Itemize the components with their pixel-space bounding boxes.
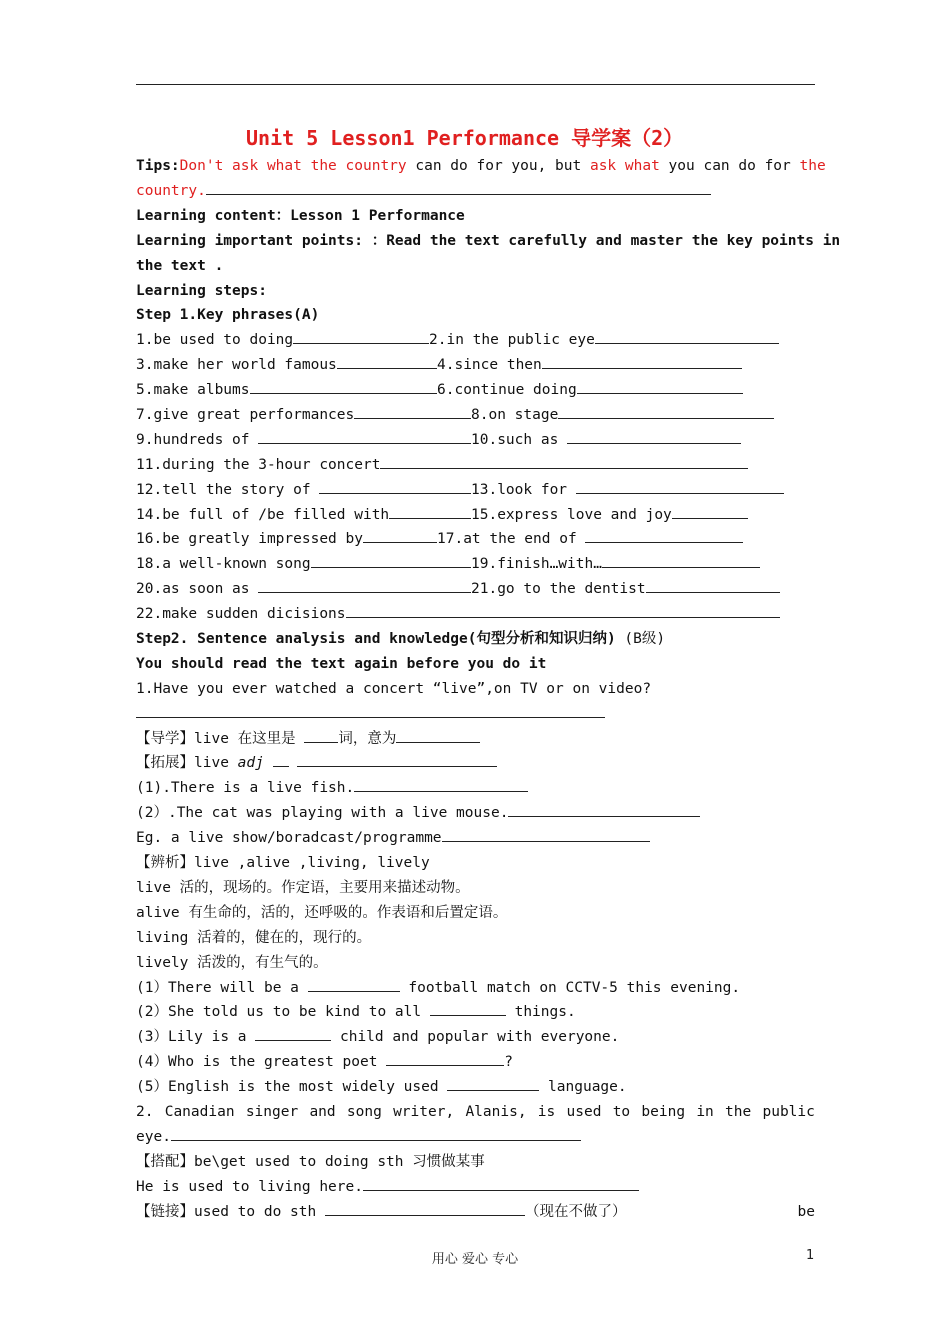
step1-heading: Step 1.Key phrases(A) — [136, 307, 320, 324]
dapei-text: be\get used to doing sth 习惯做某事 — [194, 1153, 485, 1170]
fill-text: (3）Lily is a — [136, 1029, 256, 1046]
living-here-line — [136, 1175, 815, 1200]
phrase-row — [136, 527, 815, 552]
answer-blank[interactable] — [595, 329, 779, 344]
tuozhan-text: live — [194, 755, 238, 772]
phrase-row — [136, 403, 815, 428]
answer-blank[interactable] — [308, 977, 400, 992]
q2-word: being — [641, 1103, 686, 1120]
phrase-item: 7.give great performances — [136, 407, 355, 424]
answer-blank[interactable] — [293, 329, 429, 344]
fill-text: (4）Who is the greatest poet — [136, 1054, 387, 1071]
answer-blank[interactable] — [646, 578, 780, 593]
phrase-item: 19.finish…with… — [471, 556, 602, 573]
answer-blank[interactable] — [396, 728, 480, 743]
lianjie-text-b: （现在不做了） — [524, 1203, 627, 1220]
daoxue-line — [136, 727, 815, 752]
question-2 — [136, 1100, 815, 1125]
fill-text: (2）She told us to be kind to all — [136, 1004, 430, 1021]
q2-word: singer — [245, 1103, 299, 1120]
step2-heading — [136, 627, 815, 652]
phrase-row — [136, 478, 815, 503]
phrase-item: 11.during the 3-hour concert — [136, 456, 381, 473]
bianxi-line — [136, 851, 815, 876]
phrase-row — [136, 453, 815, 478]
tuozhan-line — [136, 751, 815, 776]
fill-blank-5 — [136, 1075, 815, 1100]
example-2-text: (2）.The cat was playing with a live mouse. — [136, 805, 509, 822]
answer-blank[interactable] — [567, 429, 741, 444]
phrase-item: 10.such as — [471, 431, 568, 448]
question-1: 1.Have you ever watched a concert “live”,on TV or on video? — [136, 680, 652, 697]
lianjie-text-a: used to do sth — [194, 1203, 325, 1220]
fill-blank-3 — [136, 1025, 815, 1050]
answer-blank[interactable] — [337, 354, 437, 369]
fill-text: language. — [539, 1079, 627, 1096]
answer-blank[interactable] — [346, 603, 780, 618]
fill-text: things. — [505, 1004, 576, 1021]
fill-text: (5）English is the most widely used — [136, 1079, 448, 1096]
q2-word: 2. — [136, 1103, 154, 1120]
example-2 — [136, 801, 815, 826]
tuozhan-adj: adj — [237, 755, 264, 772]
answer-blank[interactable] — [672, 504, 748, 519]
fill-text: ? — [504, 1054, 513, 1071]
learning-content: Learning content：Lesson 1 Performance — [136, 207, 465, 224]
answer-blank[interactable] — [442, 827, 650, 842]
answer-blank[interactable] — [354, 404, 471, 419]
answer-blank[interactable] — [430, 1001, 506, 1016]
tips-line-1 — [136, 154, 826, 179]
fill-text: child and popular with everyone. — [331, 1029, 620, 1046]
q2-word: and — [309, 1103, 336, 1120]
answer-blank[interactable] — [136, 703, 605, 718]
answer-blank[interactable] — [577, 379, 743, 394]
definition-lively: lively 活泼的，有生气的。 — [136, 954, 328, 971]
q2-end-text: eye. — [136, 1128, 171, 1145]
definition-live: live 活的，现场的。作定语，主要用来描述动物。 — [136, 879, 470, 896]
eg-text: Eg. a live show/boradcast/programme — [136, 830, 442, 847]
daoxue-tag: 【导学】 — [136, 730, 194, 747]
dapei-line — [136, 1150, 815, 1175]
definition-alive: alive 有生命的，活的，还呼吸的。作表语和后置定语。 — [136, 904, 508, 921]
answer-blank[interactable] — [380, 454, 748, 469]
tips-quote-6: country. — [136, 183, 206, 199]
question-2-end — [136, 1125, 815, 1150]
fill-blank-2 — [136, 1000, 815, 1025]
tuozhan-tag: 【拓展】 — [136, 755, 194, 772]
q2-word: is — [537, 1103, 556, 1120]
answer-blank[interactable] — [250, 379, 438, 394]
phrase-item: 14.be full of /be filled with — [136, 506, 390, 523]
answer-blank[interactable] — [585, 528, 743, 543]
daoxue-text-a: live 在这里是 — [194, 730, 305, 747]
answer-blank[interactable] — [576, 479, 784, 494]
example-1-text: (1).There is a live fish. — [136, 780, 355, 797]
phrase-item: 6.continue doing — [437, 382, 577, 399]
answer-blank[interactable] — [447, 1076, 539, 1091]
tips-quote-3: ask what — [589, 158, 660, 174]
q2-word: song — [346, 1103, 382, 1120]
answer-blank[interactable] — [558, 404, 774, 419]
q2-word: writer, — [393, 1103, 455, 1120]
answer-blank[interactable] — [255, 1026, 331, 1041]
q2-word: Canadian — [164, 1103, 235, 1120]
example-1 — [136, 776, 815, 801]
answer-blank[interactable] — [389, 504, 471, 519]
tips-quote-1: Don't ask what the country — [179, 158, 407, 174]
phrase-item: 3.make her world famous — [136, 357, 337, 374]
phrase-item: 8.on stage — [471, 407, 559, 424]
phrase-row — [136, 353, 815, 378]
eg-line — [136, 826, 815, 851]
answer-blank[interactable] — [206, 180, 711, 195]
phrase-row — [136, 577, 815, 602]
answer-blank[interactable] — [354, 777, 528, 792]
phrase-item: 4.since then — [437, 357, 542, 374]
step2-level: (B级) — [624, 631, 666, 648]
phrase-item: 15.express love and joy — [471, 506, 672, 523]
phrase-item: 17.at the end of — [437, 531, 586, 548]
answer-blank[interactable] — [386, 1051, 504, 1066]
tips-quote-5: the — [799, 158, 826, 174]
bianxi-tag: 【辨析】 — [136, 855, 194, 872]
dapei-tag: 【搭配】 — [136, 1153, 194, 1170]
answer-blank[interactable] — [171, 1126, 581, 1141]
daoxue-text-b: 词，意为 — [338, 730, 397, 747]
tips-text-4: you can do for — [659, 158, 800, 174]
answer-blank[interactable] — [319, 479, 471, 494]
answer-blank[interactable] — [602, 553, 760, 568]
tips-line-2 — [136, 179, 815, 204]
phrase-item: 13.look for — [471, 481, 576, 498]
q2-word: in — [696, 1103, 714, 1120]
phrase-row — [136, 552, 815, 577]
learning-steps: Learning steps: — [136, 282, 267, 299]
read-again-note: You should read the text again before you do it — [136, 655, 547, 672]
tips-text-2: can do for you, but — [406, 158, 590, 174]
phrase-item: 18.a well-known song — [136, 556, 311, 573]
lianjie-line — [136, 1200, 815, 1225]
answer-blank[interactable] — [304, 728, 338, 743]
q2-word: used — [566, 1103, 602, 1120]
answer-blank[interactable] — [297, 752, 497, 767]
phrase-item: 12.tell the story of — [136, 481, 320, 498]
step2-title: Step2. Sentence analysis and knowledge(句型分析和知识归纳) — [136, 631, 625, 648]
answer-blank[interactable] — [273, 752, 289, 767]
lianjie-tag: 【链接】 — [136, 1203, 194, 1220]
q2-word: the — [725, 1103, 752, 1120]
phrase-item: 16.be greatly impressed by — [136, 531, 363, 548]
phrase-row — [136, 378, 815, 403]
phrase-row — [136, 503, 815, 528]
answer-blank[interactable] — [542, 354, 742, 369]
phrase-item: 1.be used to doing — [136, 332, 294, 349]
tips-label: Tips: — [136, 158, 180, 174]
important-points-2: the text . — [136, 257, 224, 274]
fill-blank-4 — [136, 1050, 815, 1075]
phrase-row — [136, 602, 815, 627]
living-here-text: He is used to living here. — [136, 1178, 363, 1195]
phrase-item: 22.make sudden dicisions — [136, 606, 346, 623]
important-points-1: Learning important points: ：Read the text carefully and master the key points in — [136, 232, 841, 249]
page-number: 1 — [806, 1248, 815, 1263]
bianxi-text: live ,alive ,living, lively — [194, 855, 430, 872]
header-rule — [136, 84, 815, 85]
answer-blank[interactable] — [508, 802, 700, 817]
fill-blank-1 — [136, 976, 815, 1001]
fill-text: football match on CCTV-5 this evening. — [399, 979, 741, 996]
question-1-answer-line — [136, 702, 815, 727]
definition-living: living 活着的，健在的，现行的。 — [136, 929, 372, 946]
q2-word: public — [762, 1103, 815, 1120]
fill-text: (1）There will be a — [136, 979, 308, 996]
phrase-item: 21.go to the dentist — [471, 581, 646, 598]
phrase-item: 9.hundreds of — [136, 431, 259, 448]
answer-blank[interactable] — [258, 429, 471, 444]
phrase-item: 2.in the public eye — [429, 332, 595, 349]
document-body — [136, 122, 841, 1224]
phrase-row — [136, 428, 815, 453]
page-title: Unit 5 Lesson1 Performance 导学案（2） — [246, 126, 684, 150]
phrase-item: 5.make albums — [136, 382, 250, 399]
answer-blank[interactable] — [325, 1201, 525, 1216]
q2-word: Alanis, — [465, 1103, 527, 1120]
q2-word: to — [612, 1103, 631, 1120]
lianjie-text-c: be — [797, 1203, 815, 1220]
answer-blank[interactable] — [311, 553, 471, 568]
answer-blank[interactable] — [258, 578, 471, 593]
footer-motto: 用心 爱心 专心 — [431, 1252, 519, 1267]
answer-blank[interactable] — [363, 1176, 639, 1191]
answer-blank[interactable] — [363, 528, 437, 543]
phrase-item: 20.as soon as — [136, 581, 259, 598]
phrase-row — [136, 328, 815, 353]
